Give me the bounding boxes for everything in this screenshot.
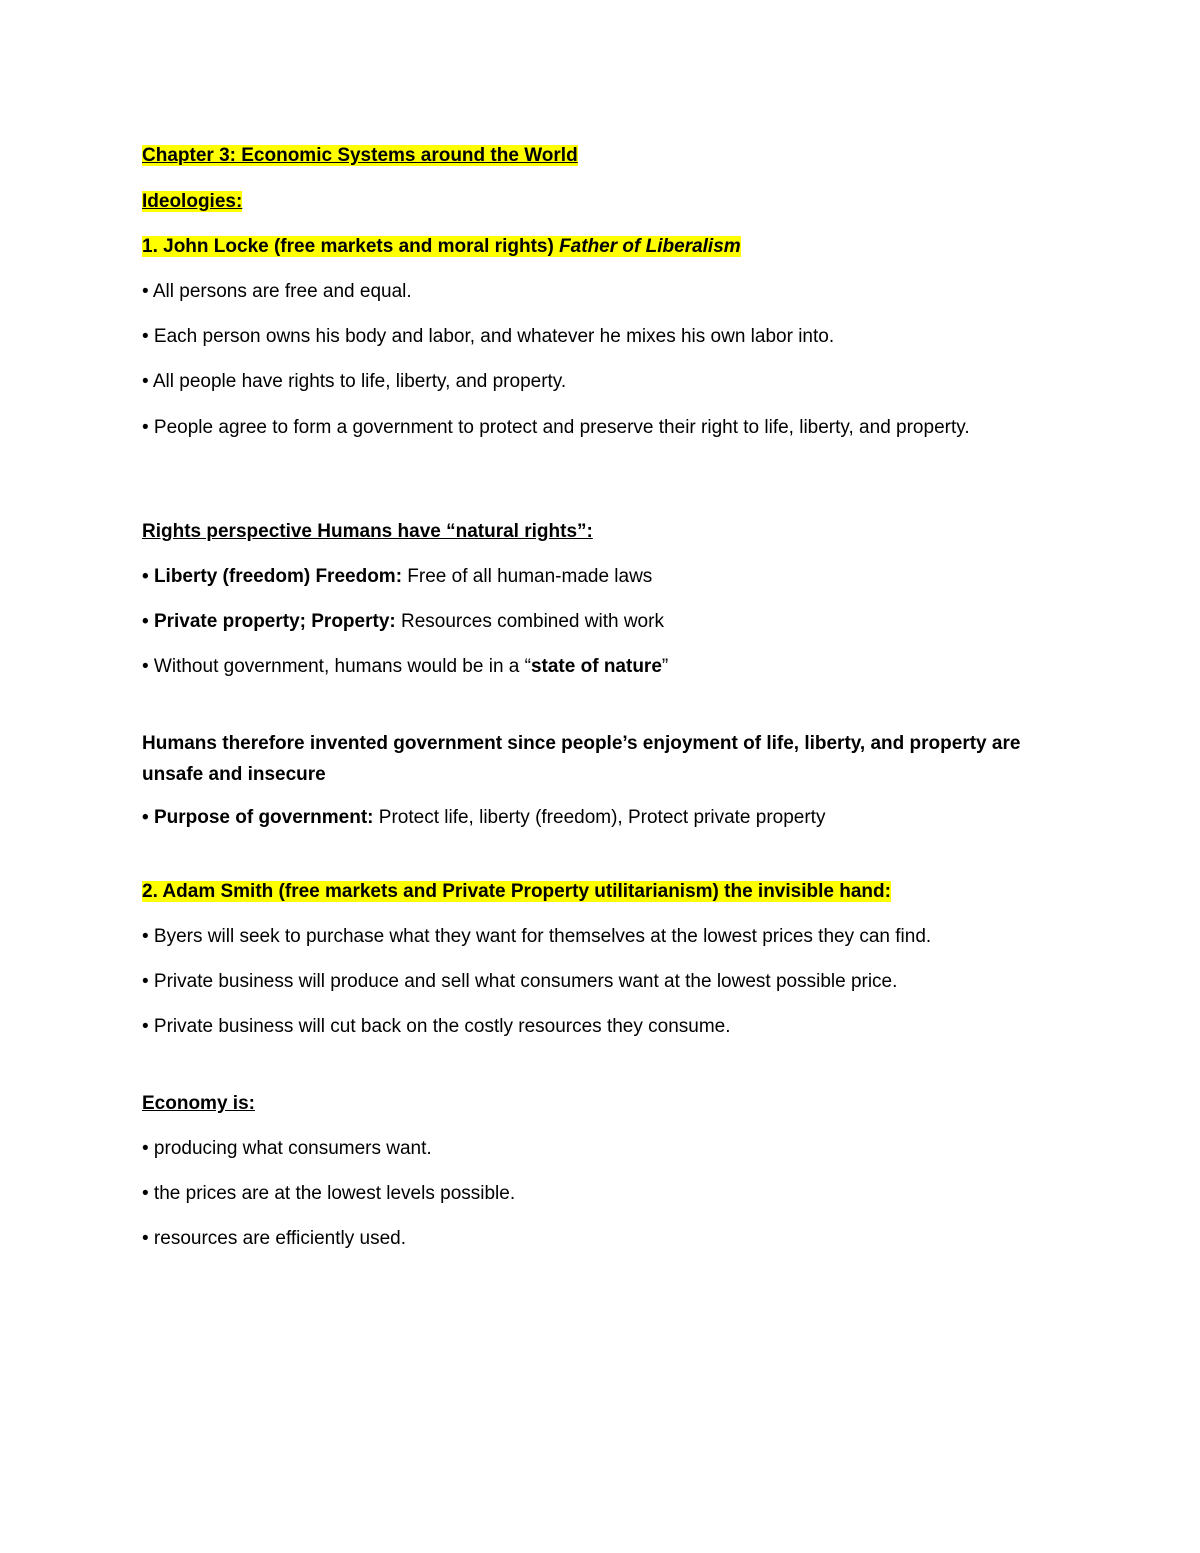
smith-heading-text: 2. Adam Smith (free markets and Private Property utilitarianism) the invisible hand:	[142, 881, 891, 902]
ideologies-heading	[142, 189, 242, 215]
government-statement: Humans therefore invented government since people’s enjoyment of life, liberty, and property are unsafe and insecure	[142, 733, 1021, 785]
locke-heading	[142, 234, 741, 260]
locke-bullet: • All people have rights to life, liberty, and property.	[142, 371, 567, 392]
locke-bullet: • People agree to form a government to protect and preserve their right to life, liberty, and property.	[142, 417, 970, 438]
government-purpose: • Purpose of government: Protect life, liberty (freedom), Protect private property	[142, 807, 826, 828]
smith-bullet: • Byers will seek to purchase what they want for themselves at the lowest prices they can find.	[142, 926, 932, 947]
rights-item-text: Resources combined with work	[395, 611, 664, 632]
ideologies-heading-text: Ideologies:	[142, 191, 243, 212]
smith-bullet: • Private business will produce and sell what consumers want at the lowest possible price.	[142, 971, 898, 992]
locke-bullet: • All persons are free and equal.	[142, 281, 412, 302]
rights-heading: Rights perspective Humans have “natural rights”:	[142, 521, 593, 542]
economy-bullet: • the prices are at the lowest levels possible.	[142, 1183, 516, 1204]
locke-heading-text: 1. John Locke (free markets and moral rights)	[142, 236, 560, 257]
state-of-nature-bullet: • Without government, humans would be in a “state of nature”	[142, 656, 669, 677]
smith-bullet: • Private business will cut back on the costly resources they consume.	[142, 1016, 731, 1037]
rights-item-term: Private property; Property:	[153, 611, 396, 632]
economy-bullet: • producing what consumers want.	[142, 1138, 432, 1159]
locke-bullet: • Each person owns his body and labor, and whatever he mixes his own labor into.	[142, 326, 835, 347]
government-purpose-text: Protect life, liberty (freedom), Protect private property	[373, 807, 826, 828]
locke-heading-italic: Father of Liberalism	[559, 236, 741, 257]
chapter-title	[142, 143, 578, 169]
economy-heading: Economy is:	[142, 1093, 255, 1114]
state-of-nature-term: state of nature	[530, 656, 662, 677]
chapter-title-text: Chapter 3: Economic Systems around the World	[142, 145, 578, 166]
government-purpose-term: Purpose of government:	[153, 807, 374, 828]
rights-item: • Liberty (freedom) Freedom: Free of all human-made laws	[142, 566, 653, 587]
economy-bullet: • resources are efficiently used.	[142, 1228, 406, 1249]
rights-item: • Private property; Property: Resources combined with work	[142, 611, 664, 632]
rights-item-term: Liberty (freedom) Freedom:	[153, 566, 403, 587]
rights-item-text: Free of all human-made laws	[402, 566, 653, 587]
smith-heading	[142, 879, 891, 905]
